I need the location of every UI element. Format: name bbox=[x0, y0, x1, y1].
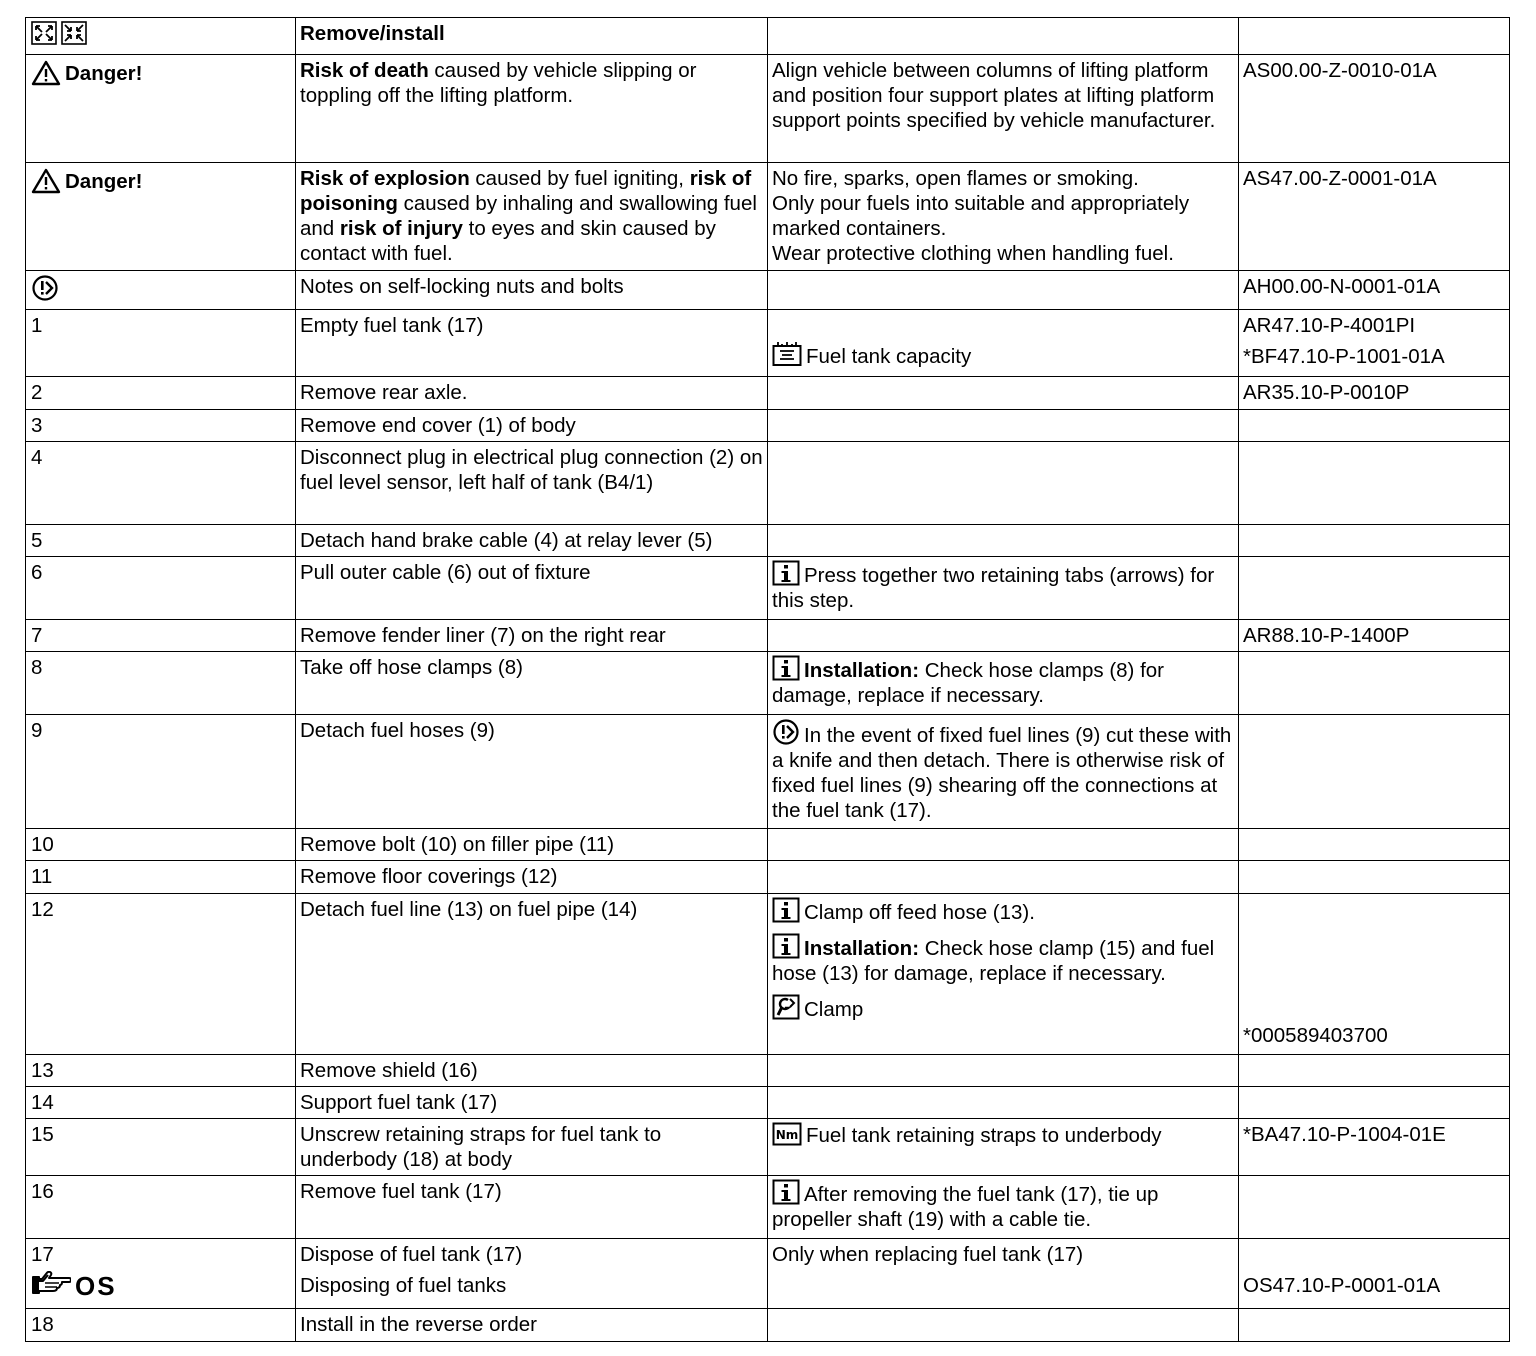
step-note bbox=[768, 715, 1239, 829]
step-text: Install in the reverse order bbox=[296, 1309, 768, 1342]
step-number: 7 bbox=[26, 620, 296, 652]
risk-bold: risk of injury bbox=[339, 217, 463, 240]
step-reference: AR88.10-P-1400P bbox=[1239, 620, 1510, 652]
info-icon bbox=[772, 655, 800, 681]
step-row bbox=[26, 620, 1510, 652]
step-note bbox=[768, 652, 1239, 715]
danger-reference: AS00.00-Z-0010-01A bbox=[1239, 55, 1510, 163]
note-text: Clamp bbox=[804, 998, 864, 1021]
step-text: Remove floor coverings (12) bbox=[296, 861, 768, 894]
risk-text: caused by inhaling and swallowing fuel and bbox=[300, 192, 757, 240]
step-text: Empty fuel tank (17) bbox=[296, 310, 768, 377]
step-row bbox=[26, 310, 1510, 377]
reference-line: *000589403700 bbox=[1243, 1024, 1388, 1047]
note-text: Clamp off feed hose (13). bbox=[804, 901, 1035, 924]
note-text: Check hose clamps (8) for damage, replace if necessary. bbox=[772, 659, 1164, 707]
step-text: Disconnect plug in electrical plug connection (2) on fuel level sensor, left half of tank (B4/1) bbox=[296, 442, 768, 525]
danger-measure bbox=[768, 163, 1239, 271]
measure-line: Wear protective clothing when handling fuel. bbox=[772, 242, 1174, 265]
step-reference bbox=[1239, 442, 1510, 525]
self-locking-nut-icon bbox=[772, 718, 800, 746]
step-row bbox=[26, 377, 1510, 410]
step-note bbox=[768, 829, 1239, 861]
step-text: Detach hand brake cable (4) at relay lever (5) bbox=[296, 525, 768, 557]
step-number: 11 bbox=[26, 861, 296, 894]
danger-row bbox=[26, 163, 1510, 271]
step-reference bbox=[1239, 715, 1510, 829]
step-number: 4 bbox=[26, 442, 296, 525]
danger-reference: AS47.00-Z-0001-01A bbox=[1239, 163, 1510, 271]
pointing-hand-icon bbox=[31, 1271, 71, 1301]
danger-label-cell bbox=[26, 163, 296, 271]
step-number: 10 bbox=[26, 829, 296, 861]
step-row bbox=[26, 1087, 1510, 1119]
step-reference bbox=[1239, 894, 1510, 1055]
step-note bbox=[768, 377, 1239, 410]
risk-bold: Risk of death bbox=[300, 59, 429, 82]
step-row bbox=[26, 410, 1510, 442]
notes-text: Notes on self-locking nuts and bolts bbox=[296, 271, 768, 310]
info-icon bbox=[772, 1179, 800, 1205]
step-reference bbox=[1239, 861, 1510, 894]
risk-text: caused by fuel igniting, bbox=[469, 167, 690, 190]
step-row bbox=[26, 829, 1510, 861]
step-note bbox=[768, 1176, 1239, 1239]
danger-label: Danger! bbox=[65, 169, 143, 193]
note-bold: Installation: bbox=[804, 659, 920, 682]
step-row bbox=[26, 1119, 1510, 1176]
danger-description bbox=[296, 163, 768, 271]
work-instructions-sheet bbox=[25, 17, 1509, 1342]
step-text: Remove rear axle. bbox=[296, 377, 768, 410]
step-note bbox=[768, 1309, 1239, 1342]
step-number: 13 bbox=[26, 1055, 296, 1087]
step-text: Take off hose clamps (8) bbox=[296, 652, 768, 715]
step-note bbox=[768, 1087, 1239, 1119]
step-number: 9 bbox=[26, 715, 296, 829]
step-note bbox=[768, 310, 1239, 377]
risk-bold: risk of poisoning bbox=[300, 167, 752, 215]
header-title: Remove/install bbox=[296, 18, 768, 55]
step-row bbox=[26, 1239, 1510, 1309]
notes-row bbox=[26, 271, 1510, 310]
step-note bbox=[768, 442, 1239, 525]
step-reference bbox=[1239, 525, 1510, 557]
step-number: 14 bbox=[26, 1087, 296, 1119]
self-locking-nut-icon bbox=[31, 274, 59, 302]
warning-triangle-icon bbox=[31, 168, 61, 194]
info-icon bbox=[772, 560, 800, 586]
step-reference bbox=[1239, 557, 1510, 620]
step-text: Detach fuel line (13) on fuel pipe (14) bbox=[296, 894, 768, 1055]
step-text: Remove fuel tank (17) bbox=[296, 1176, 768, 1239]
step-reference bbox=[1239, 652, 1510, 715]
notes-empty-cell bbox=[768, 271, 1239, 310]
step-row bbox=[26, 652, 1510, 715]
step-row bbox=[26, 894, 1510, 1055]
os-label: OS bbox=[75, 1270, 117, 1301]
procedure-table bbox=[25, 17, 1510, 1342]
step-text: Remove shield (16) bbox=[296, 1055, 768, 1087]
note-bold: Installation: bbox=[804, 937, 920, 960]
step-row bbox=[26, 715, 1510, 829]
step-row bbox=[26, 1309, 1510, 1342]
step-text-line: Dispose of fuel tank (17) bbox=[300, 1243, 523, 1266]
header-empty-cell bbox=[1239, 18, 1510, 55]
info-icon bbox=[772, 933, 800, 959]
reference-line: AR47.10-P-4001PI bbox=[1243, 314, 1416, 337]
reference-line: *BF47.10-P-1001-01A bbox=[1243, 345, 1445, 368]
note-text: Press together two retaining tabs (arrows) for this step. bbox=[772, 564, 1215, 612]
step-number: 12 bbox=[26, 894, 296, 1055]
step-number: 2 bbox=[26, 377, 296, 410]
danger-label: Danger! bbox=[65, 61, 143, 85]
step-reference bbox=[1239, 1055, 1510, 1087]
step-text: Support fuel tank (17) bbox=[296, 1087, 768, 1119]
step-note bbox=[768, 894, 1239, 1055]
step-number: 6 bbox=[26, 557, 296, 620]
step-number: 8 bbox=[26, 652, 296, 715]
step-row bbox=[26, 861, 1510, 894]
step-number: 1 bbox=[26, 310, 296, 377]
risk-text: to eyes and skin caused by contact with fuel. bbox=[300, 217, 716, 265]
reference-line: OS47.10-P-0001-01A bbox=[1243, 1274, 1441, 1297]
step-note bbox=[768, 557, 1239, 620]
step-note bbox=[768, 525, 1239, 557]
risk-bold: Risk of explosion bbox=[300, 167, 470, 190]
fuel-capacity-icon bbox=[772, 341, 802, 367]
step-reference bbox=[1239, 1309, 1510, 1342]
note-text: Fuel tank retaining straps to underbody bbox=[806, 1124, 1162, 1147]
header-icons-cell bbox=[26, 18, 296, 55]
step-reference bbox=[1239, 310, 1510, 377]
step-number: 15 bbox=[26, 1119, 296, 1176]
step-note bbox=[768, 410, 1239, 442]
step-row bbox=[26, 442, 1510, 525]
step-row bbox=[26, 1055, 1510, 1087]
step-reference bbox=[1239, 1176, 1510, 1239]
step-number: 17 bbox=[31, 1243, 54, 1266]
step-row bbox=[26, 1176, 1510, 1239]
danger-description bbox=[296, 55, 768, 163]
torque-nm-icon bbox=[772, 1122, 802, 1146]
step-number: 16 bbox=[26, 1176, 296, 1239]
step-number: 18 bbox=[26, 1309, 296, 1342]
header-row bbox=[26, 18, 1510, 55]
step-note bbox=[768, 620, 1239, 652]
step-note: Only when replacing fuel tank (17) bbox=[768, 1239, 1239, 1309]
step-text: Remove bolt (10) on filler pipe (11) bbox=[296, 829, 768, 861]
step-text: Detach fuel hoses (9) bbox=[296, 715, 768, 829]
step-reference bbox=[1239, 1239, 1510, 1309]
step-note bbox=[768, 1055, 1239, 1087]
step-text: Remove fender liner (7) on the right rear bbox=[296, 620, 768, 652]
step-row bbox=[26, 525, 1510, 557]
danger-row bbox=[26, 55, 1510, 163]
expand-arrows-icon bbox=[31, 21, 57, 51]
danger-label-cell bbox=[26, 55, 296, 163]
step-note bbox=[768, 861, 1239, 894]
step-row bbox=[26, 557, 1510, 620]
special-tool-icon bbox=[772, 994, 800, 1020]
step-reference: *BA47.10-P-1004-01E bbox=[1239, 1119, 1510, 1176]
step-text: Unscrew retaining straps for fuel tank to underbody (18) at body bbox=[296, 1119, 768, 1176]
step-note bbox=[768, 1119, 1239, 1176]
svg-text:Nm: Nm bbox=[775, 1128, 799, 1142]
os-reference-mark bbox=[31, 1271, 117, 1301]
note-text: After removing the fuel tank (17), tie up propeller shaft (19) with a cable tie. bbox=[772, 1183, 1159, 1231]
notes-reference: AH00.00-N-0001-01A bbox=[1239, 271, 1510, 310]
step-reference bbox=[1239, 410, 1510, 442]
step-reference: AR35.10-P-0010P bbox=[1239, 377, 1510, 410]
step-text: Pull outer cable (6) out of fixture bbox=[296, 557, 768, 620]
step-text-line: Disposing of fuel tanks bbox=[300, 1274, 507, 1297]
notes-icon-cell bbox=[26, 271, 296, 310]
note-text: In the event of fixed fuel lines (9) cut these with a knife and then detach. There is otherwise risk of fixed fuel lines (9) shearing off the connections at the fuel tank (17). bbox=[772, 724, 1232, 822]
note-text: Fuel tank capacity bbox=[806, 345, 972, 368]
step-number: 3 bbox=[26, 410, 296, 442]
note-text: Check hose clamp (15) and fuel hose (13) for damage, replace if necessary. bbox=[772, 937, 1215, 985]
measure-line: No fire, sparks, open flames or smoking. bbox=[772, 167, 1139, 190]
header-empty-cell bbox=[768, 18, 1239, 55]
step-number-cell bbox=[26, 1239, 296, 1309]
warning-triangle-icon bbox=[31, 60, 61, 86]
step-number: 5 bbox=[26, 525, 296, 557]
contract-arrows-icon bbox=[61, 21, 87, 51]
risk-text: caused by vehicle slipping or toppling off the lifting platform. bbox=[300, 59, 697, 107]
step-text: Remove end cover (1) of body bbox=[296, 410, 768, 442]
step-text bbox=[296, 1239, 768, 1309]
step-reference bbox=[1239, 829, 1510, 861]
step-reference bbox=[1239, 1087, 1510, 1119]
measure-line: Only pour fuels into suitable and appropriately marked containers. bbox=[772, 192, 1190, 240]
info-icon bbox=[772, 897, 800, 923]
danger-measure: Align vehicle between columns of lifting platform and position four support plates at lifting platform support points specified by vehicle manufacturer. bbox=[768, 55, 1239, 163]
